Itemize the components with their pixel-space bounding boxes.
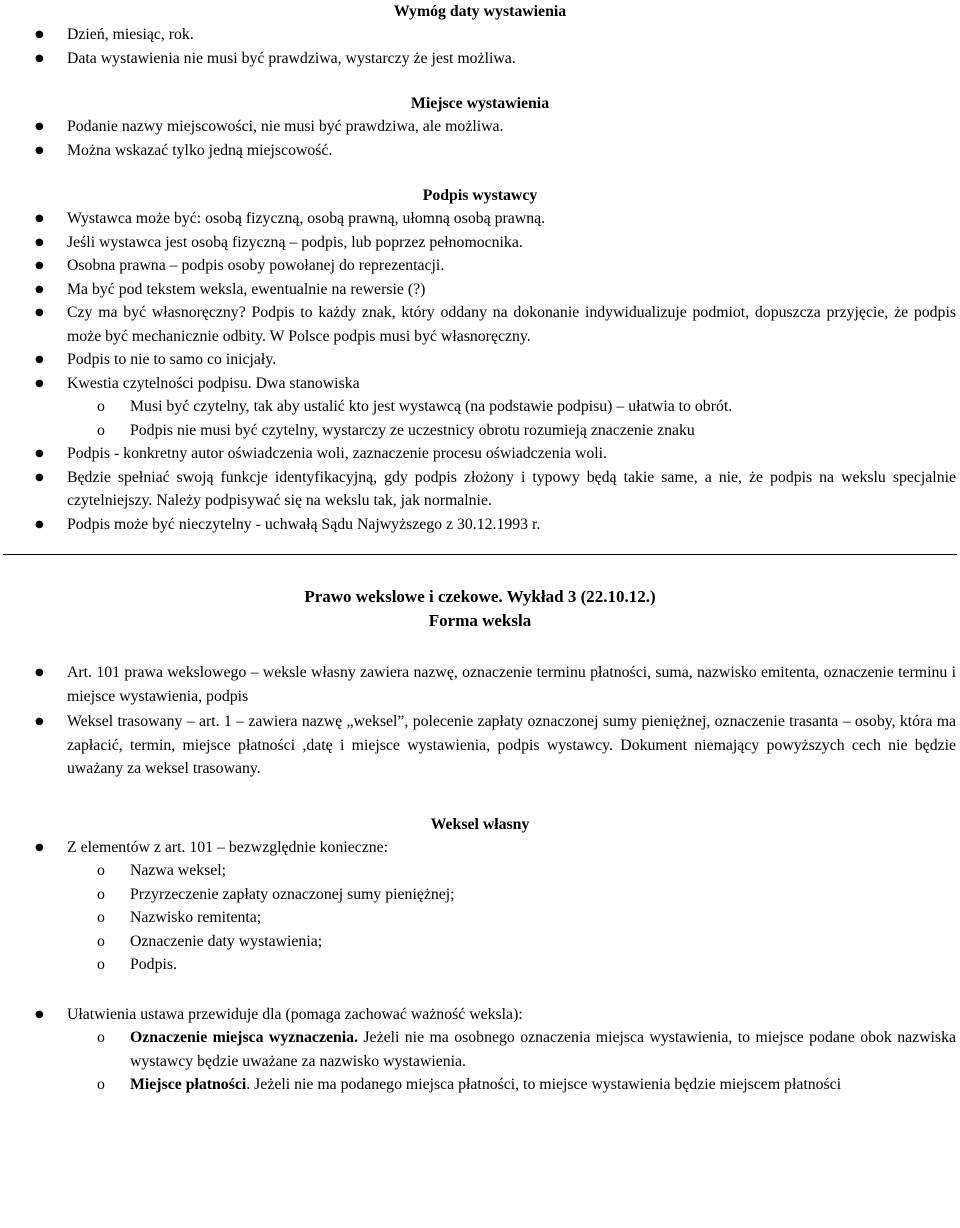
term-description: Jeżeli nie ma osobnego oznaczenia miejsca wystawienia, to miejsce podane obok nazwiska wystawcy będzie uważane za nazwisko wystawienia. xyxy=(130,1029,956,1070)
sub-list-item: o Przyrzeczenie zapłaty oznaczonej sumy pieniężnej; xyxy=(0,883,960,907)
list-item: ● Ułatwienia ustawa przewiduje dla (pomaga zachować ważność weksla): xyxy=(0,1003,960,1027)
sub-list-item: o Podpis nie musi być czytelny, wystarczy ze uczestnicy obrotu rozumieją znaczenie znaku xyxy=(0,419,960,443)
list-own-bill xyxy=(0,836,960,860)
list-item: ● Jeśli wystawca jest osobą fizyczną – podpis, lub poprzez pełnomocnika. xyxy=(0,231,960,255)
list-item: ● Podanie nazwy miejscowości, nie musi być prawdziwa, ale możliwa. xyxy=(0,115,960,139)
sub-list-item xyxy=(0,1026,960,1073)
list-item: ● Data wystawienia nie musi być prawdziwa, wystarczy że jest możliwa. xyxy=(0,47,960,71)
list-place xyxy=(0,115,960,162)
list-item: ● Kwestia czytelności podpisu. Dwa stanowiska xyxy=(0,372,960,396)
sub-list-item: o Nazwa weksel; xyxy=(0,859,960,883)
heading-signature: Podpis wystawcy xyxy=(422,187,538,204)
list-item: ● Z elementów z art. 101 – bezwzględnie konieczne: xyxy=(0,836,960,860)
list-item: ● Podpis może być nieczytelny - uchwałą Sądu Najwyższego z 30.12.1993 r. xyxy=(0,513,960,537)
heading-place: Miejsce wystawienia xyxy=(410,95,550,112)
heading-own-bill: Weksel własny xyxy=(430,815,530,833)
sub-list-item xyxy=(0,1073,960,1097)
sub-list-item: o Podpis. xyxy=(0,953,960,977)
lecture-title: Prawo wekslowe i czekowe. Wykład 3 (22.10.12.) xyxy=(304,587,656,606)
list-item: ● Czy ma być własnoręczny? Podpis to każdy znak, który oddany na dokonanie indywidualizuje podmiot, dopuszcza przyjęcie, że podpis może być mechanicznie odbity. W Polsce podpis musi być własnoręczny. xyxy=(0,301,960,348)
list-item: ● Ma być pod tekstem weksla, ewentualnie na rewersie (?) xyxy=(0,278,960,302)
list-item: ● Weksel trasowany – art. 1 – zawiera nazwę „weksel”, polecenie zapłaty oznaczonej sumy pieniężnej, oznaczenie trasanta – osoby, która ma zapłacić, termin, miejsce płatności ,datę i miejsce wystawienia, podpis wystawcy. Dokument niemający powyższych cech nie będzie uważany za weksel trasowany. xyxy=(0,710,960,781)
list-item: ● Dzień, miesiąc, rok. xyxy=(0,23,960,47)
sub-list-item: o Musi być czytelny, tak aby ustalić kto jest wystawcą (na podstawie podpisu) – ułatwia to obrót. xyxy=(0,395,960,419)
list-item: ● Osobna prawna – podpis osoby powołanej do reprezentacji. xyxy=(0,254,960,278)
list-signature-after xyxy=(0,442,960,536)
list-item: ● Można wskazać tylko jedną miejscowość. xyxy=(0,139,960,163)
list-item: ● Art. 101 prawa wekslowego – weksle własny zawiera nazwę, oznaczenie terminu płatności, suma, nazwisko emitenta, oznaczenie terminu i miejsce wystawienia, podpis xyxy=(0,661,960,708)
list-item: ● Będzie spełniać swoją funkcje identyfikacyjną, gdy podpis złożony i typowy będą takie same, a nie, że podpis na wekslu specjalnie czytelniejszy. Należy podpisywać się na wekslu tak, jak normalnie. xyxy=(0,466,960,513)
list-date xyxy=(0,23,960,70)
bold-term: Oznaczenie miejsca wyznaczenia. xyxy=(130,1029,358,1046)
list-item: ● Podpis to nie to samo co inicjały. xyxy=(0,348,960,372)
sub-list-item: o Oznaczenie daty wystawienia; xyxy=(0,930,960,954)
list-item: ● Podpis - konkretny autor oświadczenia woli, zaznaczenie procesu oświadczenia woli. xyxy=(0,442,960,466)
bold-term: Miejsce płatności xyxy=(130,1076,247,1093)
sublist-facilitations xyxy=(0,1026,960,1097)
sublist-own-bill xyxy=(0,859,960,977)
term-description: . Jeżeli nie ma podanego miejsca płatności, to miejsce wystawienia będzie miejscem płatności xyxy=(246,1076,842,1093)
list-form xyxy=(0,661,960,781)
heading-date: Wymóg daty wystawienia xyxy=(393,3,567,20)
lecture-subtitle: Forma weksla xyxy=(428,611,532,630)
list-item: ● Wystawca może być: osobą fizyczną, osobą prawną, ułomną osobą prawną. xyxy=(0,207,960,231)
sublist-signature xyxy=(0,395,960,442)
list-facilitations xyxy=(0,1003,960,1027)
list-signature xyxy=(0,207,960,395)
sub-list-item: o Nazwisko remitenta; xyxy=(0,906,960,930)
